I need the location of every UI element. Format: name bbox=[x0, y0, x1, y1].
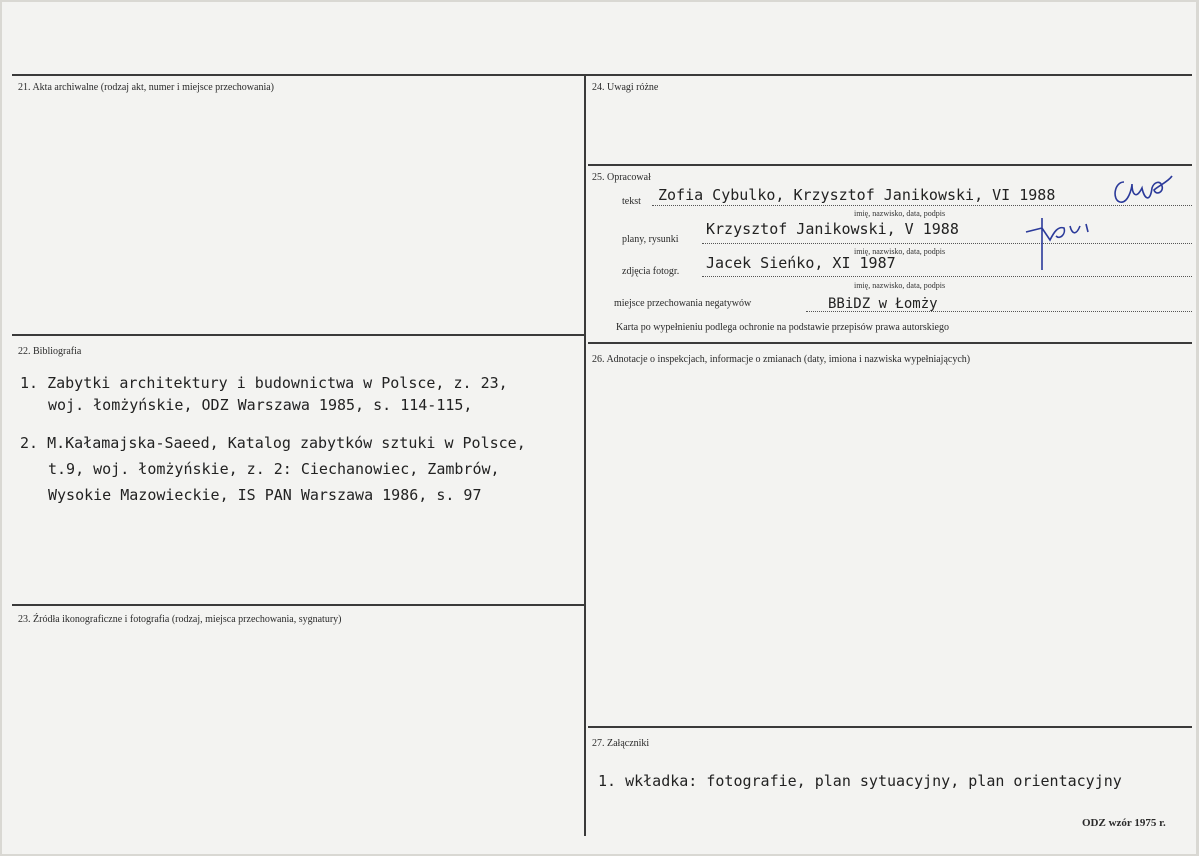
section-23-label: 23. Źródła ikonograficzne i fotografia (rodzaj, miejsca przechowania, sygnatury) bbox=[18, 614, 342, 625]
plany-caption: imię, nazwisko, data, podpis bbox=[854, 247, 946, 256]
bibliography-item-2-line3: Wysokie Mazowieckie, IS PAN Warszawa 1986, s. 97 bbox=[48, 486, 482, 504]
zdjecia-value: Jacek Sieńko, XI 1987 bbox=[706, 254, 896, 272]
copyright-note: Karta po wypełnieniu podlega ochronie na podstawie przepisów prawa autorskiego bbox=[616, 322, 949, 333]
bibliography-item-1-line1: 1. Zabytki architektury i budownictwa w Polsce, z. 23, bbox=[20, 374, 508, 392]
section-25-label: 25. Opracował bbox=[592, 172, 651, 183]
record-card bbox=[2, 2, 1196, 854]
miejsce-label: miejsce przechowania negatywów bbox=[614, 298, 752, 309]
rule-after-25 bbox=[588, 342, 1192, 344]
miejsce-dotted-line bbox=[806, 311, 1192, 312]
signature-1 bbox=[1110, 174, 1176, 208]
rule-after-26 bbox=[588, 726, 1192, 728]
zdjecia-caption: imię, nazwisko, data, podpis bbox=[854, 281, 946, 290]
rule-after-21 bbox=[12, 334, 584, 336]
tekst-label: tekst bbox=[622, 196, 641, 207]
plany-label: plany, rysunki bbox=[622, 234, 679, 245]
miejsce-value: BBiDZ w Łomży bbox=[828, 296, 938, 312]
column-divider bbox=[584, 74, 586, 836]
rule-after-22 bbox=[12, 604, 584, 606]
signature-2 bbox=[1020, 214, 1100, 274]
form-template-mark: ODZ wzór 1975 r. bbox=[1082, 817, 1166, 829]
bibliography-item-2-line1: 2. M.Kałamajska-Saeed, Katalog zabytków sztuki w Polsce, bbox=[20, 434, 526, 452]
zdjecia-dotted-line bbox=[702, 276, 1192, 277]
plany-dotted-line bbox=[702, 243, 1192, 244]
section-26-label: 26. Adnotacje o inspekcjach, informacje o zmianach (daty, imiona i nazwiska wypełniających) bbox=[592, 354, 971, 365]
section-27-label: 27. Załączniki bbox=[592, 738, 650, 749]
bibliography-item-1-line2: woj. łomżyńskie, ODZ Warszawa 1985, s. 114-115, bbox=[48, 396, 473, 414]
attachment-item-1: 1. wkładka: fotografie, plan sytuacyjny, plan orientacyjny bbox=[598, 772, 1122, 790]
bibliography-item-2-line2: t.9, woj. łomżyńskie, z. 2: Ciechanowiec, Zambrów, bbox=[48, 460, 500, 478]
top-rule bbox=[12, 74, 1192, 76]
section-21-label: 21. Akta archiwalne (rodzaj akt, numer i miejsce przechowania) bbox=[18, 82, 275, 93]
rule-after-24 bbox=[588, 164, 1192, 166]
plany-value: Krzysztof Janikowski, V 1988 bbox=[706, 220, 959, 238]
section-22-label: 22. Bibliografia bbox=[18, 346, 82, 357]
tekst-value: Zofia Cybulko, Krzysztof Janikowski, VI 1988 bbox=[658, 186, 1056, 204]
tekst-caption: imię, nazwisko, data, podpis bbox=[854, 209, 946, 218]
zdjecia-label: zdjęcia fotogr. bbox=[622, 266, 680, 277]
section-24-label: 24. Uwagi różne bbox=[592, 82, 659, 93]
